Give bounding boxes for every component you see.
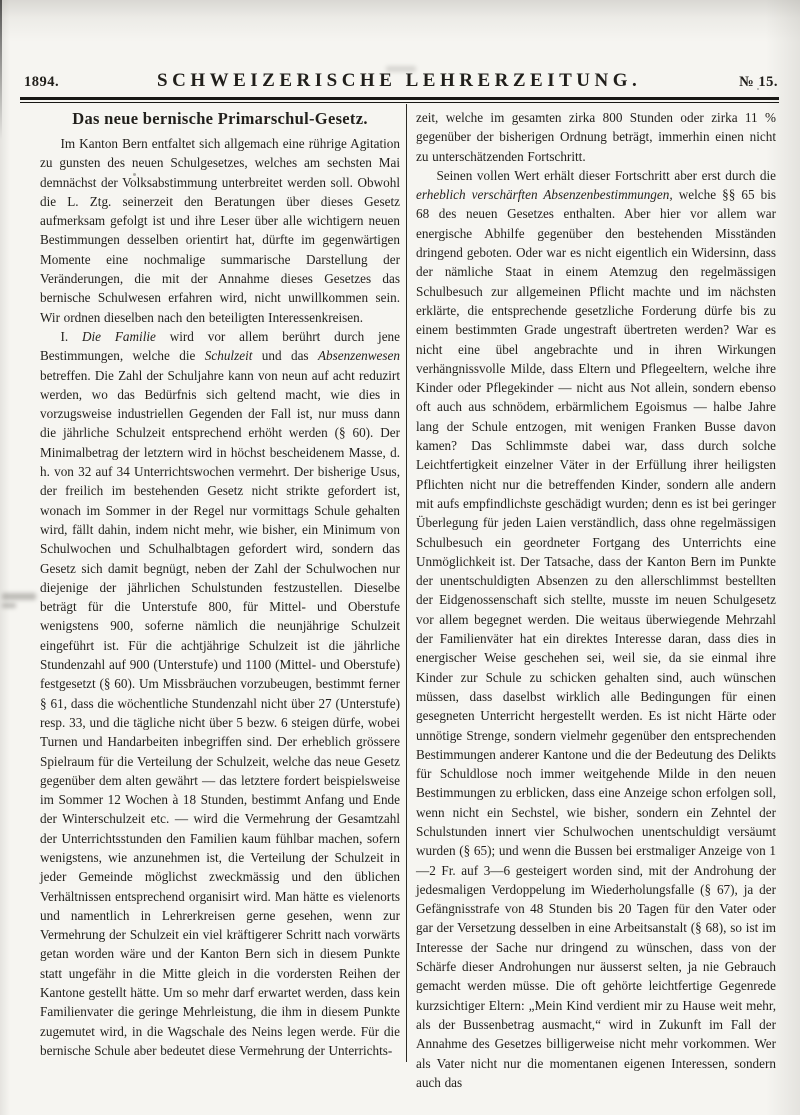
masthead-year: 1894.: [24, 74, 60, 90]
italic-text-segment: Schulzeit: [204, 348, 253, 364]
text-segment: Im Kanton Bern entfaltet sich allgemach eine rührige Agitation zu gunsten des neuen Schulgesetzes, welches am sechsten Mai demnächst der Volksabstimmung unterbreitet werden soll. Obwohl die L. Ztg. seinerzeit den Beratungen über dieses Gesetz aufmerksam gefolgt ist und ihre Leser über alle wichtigern neuen Bestimmungen desselben orientirt hat, dürfte im gegenwärtigen Momente eine nochmalige summarische Darstellung der Veränderungen, die mit der Annahme dieses Gesetzes das bernische Schulwesen erfahren wird, nicht unwillkommen sein. Wir ordnen dieselben nach den beteiligten Interessenkreisen.: [40, 136, 400, 325]
column-right-text: [416, 108, 776, 1092]
masthead-issue-number: № 15.: [739, 74, 778, 90]
paragraph: [40, 327, 400, 1060]
text-segment: welche §§ 65 bis 68 des neuen Gesetzes enthalten. Aber hier vor allem war energische Abhilfe gegenüber den bestehenden Misständen dringend geboten. Oder war es nicht eigentlich ein Widersinn, dass der nämliche Staat in einem Atemzug den regelmässigen Schulbesuch zur allgemeinen Pflicht machte und im nächsten erklärte, die entsprechende gesetzliche Forderung dürfe bis zu einem bestimmten Grade ungestraft übertreten werden? War es nicht eine übel angebrachte und in ihren Wirkungen verhängnissvolle Milde, dass Eltern und Pflegeeltern, welche ihre Kinder oder Pflegekinder — nicht aus Not allein, sondern ebenso oft auch aus schnödem, erbärmlichem Egoismus — halbe Jahre lang der Schule entzogen, mit wenigen Franken Busse davon kamen? Das Schlimmste dabei war, dass durch solche Leichtfertigkeit einzelner Väter in der Erfüllung ihrer heiligsten Pflichten nicht nur die betreffenden Kinder, sondern alle andern mit aufs empfindlichste geschädigt wurden; denn es ist bei geringer Überlegung für jeden Laien verständlich, dass ohne regelmässigen Schulbesuch ein geordneter Fortgang des Unterrichts eine Unmöglichkeit ist. Der Tatsache, dass der Kanton Bern im Punkte der unentschuldigten Absenzen zu den allerschlimmst bestellten der Eidgenossenschaft sich stellte, musste im neuen Schulgesetz vor allem begegnet werden. Die weitaus überwiegende Mehrzahl der Familienväter hat ein direktes Interesse daran, dass dies in energischer Weise geschehen sei, weil sie, da sie einmal ihre Kinder zur Schule zu schicken gehalten sind, auch wünschen müssen, dass daselbst wirklich alle Bedingungen für einen gesegneten Unterricht hergestellt werden. Es ist nicht Härte oder unnötige Strenge, sondern vielmehr gegenüber den entsprechenden Bestimmungen anderer Kantone und die der Bedeutung des Delikts für Schuldlose noch immer weitgehende Milde in den neuen Bestimmungen zu erblicken, dass eine Anzeige schon erfolgen soll, wenn nicht ein Sechstel, wie bisher, sondern ein Zehntel der Schulstunden innert vier Schulwochen unentschuldigt versäumt wurden (§ 65); und wenn die Bussen bei erstmaliger Anzeige von 1—2 Fr. auf 3—6 gesteigert worden sind, mit der Androhung der jedesmaligen Verdoppelung im Wiederholungsfalle (§ 67), ja der Gefängnisstrafe von 48 Stunden bis 20 Tagen für den Vater oder gar der Versetzung desselben in eine Arbeitsanstalt (§ 68), so ist im Interesse der Sache nur dringend zu wünschen, dass von der Schärfe dieser Androhungen nur äusserst selten, ja nie Gebrauch gemacht werden müsse. Die oft gehörte leichtfertige Gegenrede kurzsichtiger Eltern: „Mein Kind verdient mir zu Hause weit mehr, als der Bussenbetrag ausmacht,“ wird in Zukunft im Fall der Annahme des Gesetzes billigerweise nicht mehr vorkommen. Wer als Vater nicht nur die momentanen eigenen Interessen, sondern auch das: [416, 187, 777, 1090]
text-segment: zeit, welche im gesamten zirka 800 Stunden oder zirka 11 % gegenüber der bisherigen Ordnung beträgt, immerhin einen nicht zu unterschätzenden Fortschritt.: [416, 110, 776, 164]
paragraph: [40, 134, 400, 327]
masthead-rule-thin: [20, 102, 779, 103]
text-segment: I.: [60, 328, 82, 344]
column-left-text: [40, 134, 400, 1060]
masthead-rule-thick: [20, 97, 779, 100]
italic-text-segment: Absenzenwesen: [317, 348, 400, 364]
text-segment: Seinen vollen Wert erhält dieser Fortschritt aber erst durch die: [436, 167, 776, 183]
paragraph: [416, 166, 776, 1092]
masthead: [24, 70, 778, 92]
masthead-title: SCHWEIZERISCHE LEHRERZEITUNG.: [157, 70, 642, 91]
column-right: [416, 108, 776, 1092]
scan-smudge: [2, 593, 36, 600]
text-segment: wird vor allem berührt durch jene Bestimmungen, welche die: [40, 328, 401, 364]
italic-text-segment: Die Familie: [81, 328, 156, 344]
scan-smudge: [2, 603, 16, 608]
article-body: [40, 108, 776, 1092]
text-segment: und das: [252, 348, 318, 364]
italic-text-segment: erheblich verschärften Absenzenbestimmungen,: [416, 187, 673, 203]
text-segment: betreffen. Die Zahl der Schuljahre kann von neun auf acht reduzirt werden, wo das Bedürfnis sich geltend macht, wie dies in vorzugsweise industriellen Gegenden der Fall ist, nur muss dann die jährliche Schulzeit entsprechend erhöht werden (§ 60). Der Minimalbetrag der letztern wird in höchst bescheidenem Masse, d. h. von 32 auf 34 Unterrichtswochen vermehrt. Der bisherige Usus, der freilich im bestehenden Gesetz nicht strikte gefordert ist, wonach im Sommer in der Regel nur vormittags Schule gehalten wird, fällt dahin, indem nicht mehr, wie bisher, ein Minimum von Schulwochen und Schulhalbtagen gefordert wird, sondern das Gesetz sich damit begnügt, neben der Zahl der Schulwochen nur diejenige der jährlichen Schulstunden festzustellen. Dieselbe beträgt für die Unterstufe 800, für Mittel- und Oberstufe wenigstens 900, soferne nämlich die neunjährige Schulzeit eingeführt ist. Für die achtjährige Schulzeit ist die jährliche Stundenzahl auf 900 (Unterstufe) und 1100 (Mittel- und Oberstufe) festgesetzt (§ 60). Um Missbräuchen vorzubeugen, bestimmt ferner § 61, dass die wöchentliche Stundenzahl nicht über 27 (Unterstufe) resp. 33, und die tägliche nicht über 5 bezw. 6 steigen dürfe, wobei Turnen und Handarbeiten inbegriffen sind. Der erheblich grössere Spielraum für die Verteilung der Schulzeit, welche das neue Gesetz gegenüber dem alten gewährt — das letztere fordert beispielsweise im Sommer 12 Wochen à 18 Stunden, bestimmt Anfang und Ende der Winterschulzeit etc. — wird die Vermehrung der Gesamtzahl der Unterrichtsstunden den Familien kaum fühlbar machen, sofern wenigstens, wie anzunehmen ist, die Verteilung der Schulzeit in jeder Gemeinde möglichst zweckmässig und den üblichen Verhältnissen entsprechend organisirt wird. Man hätte es vielenorts und namentlich in Lehrerkreisen gerne gesehen, wenn zur Vermehrung der Schulzeit ein viel kräftigerer Schritt nach vorwärts getan worden wäre und der Kanton Bern sich in diesem Punkte statt ungefähr in die Mitte gleich in die vordersten Reihen der Kantone gestellt hätte. Um so mehr darf erwartet werden, dass kein Familienvater die geringe Mehrleistung, die ihm in diesem Punkte zugemutet wird, in die Wagschale des Neins legen werde. Für die bernische Schule aber bedeutet diese Vermehrung der Unterrichts-: [40, 367, 400, 1058]
scan-edge-line: [0, 0, 2, 140]
article-heading: Das neue bernische Primarschul-Gesetz.: [72, 109, 368, 128]
paragraph: [416, 108, 776, 166]
column-left: [40, 108, 400, 1092]
